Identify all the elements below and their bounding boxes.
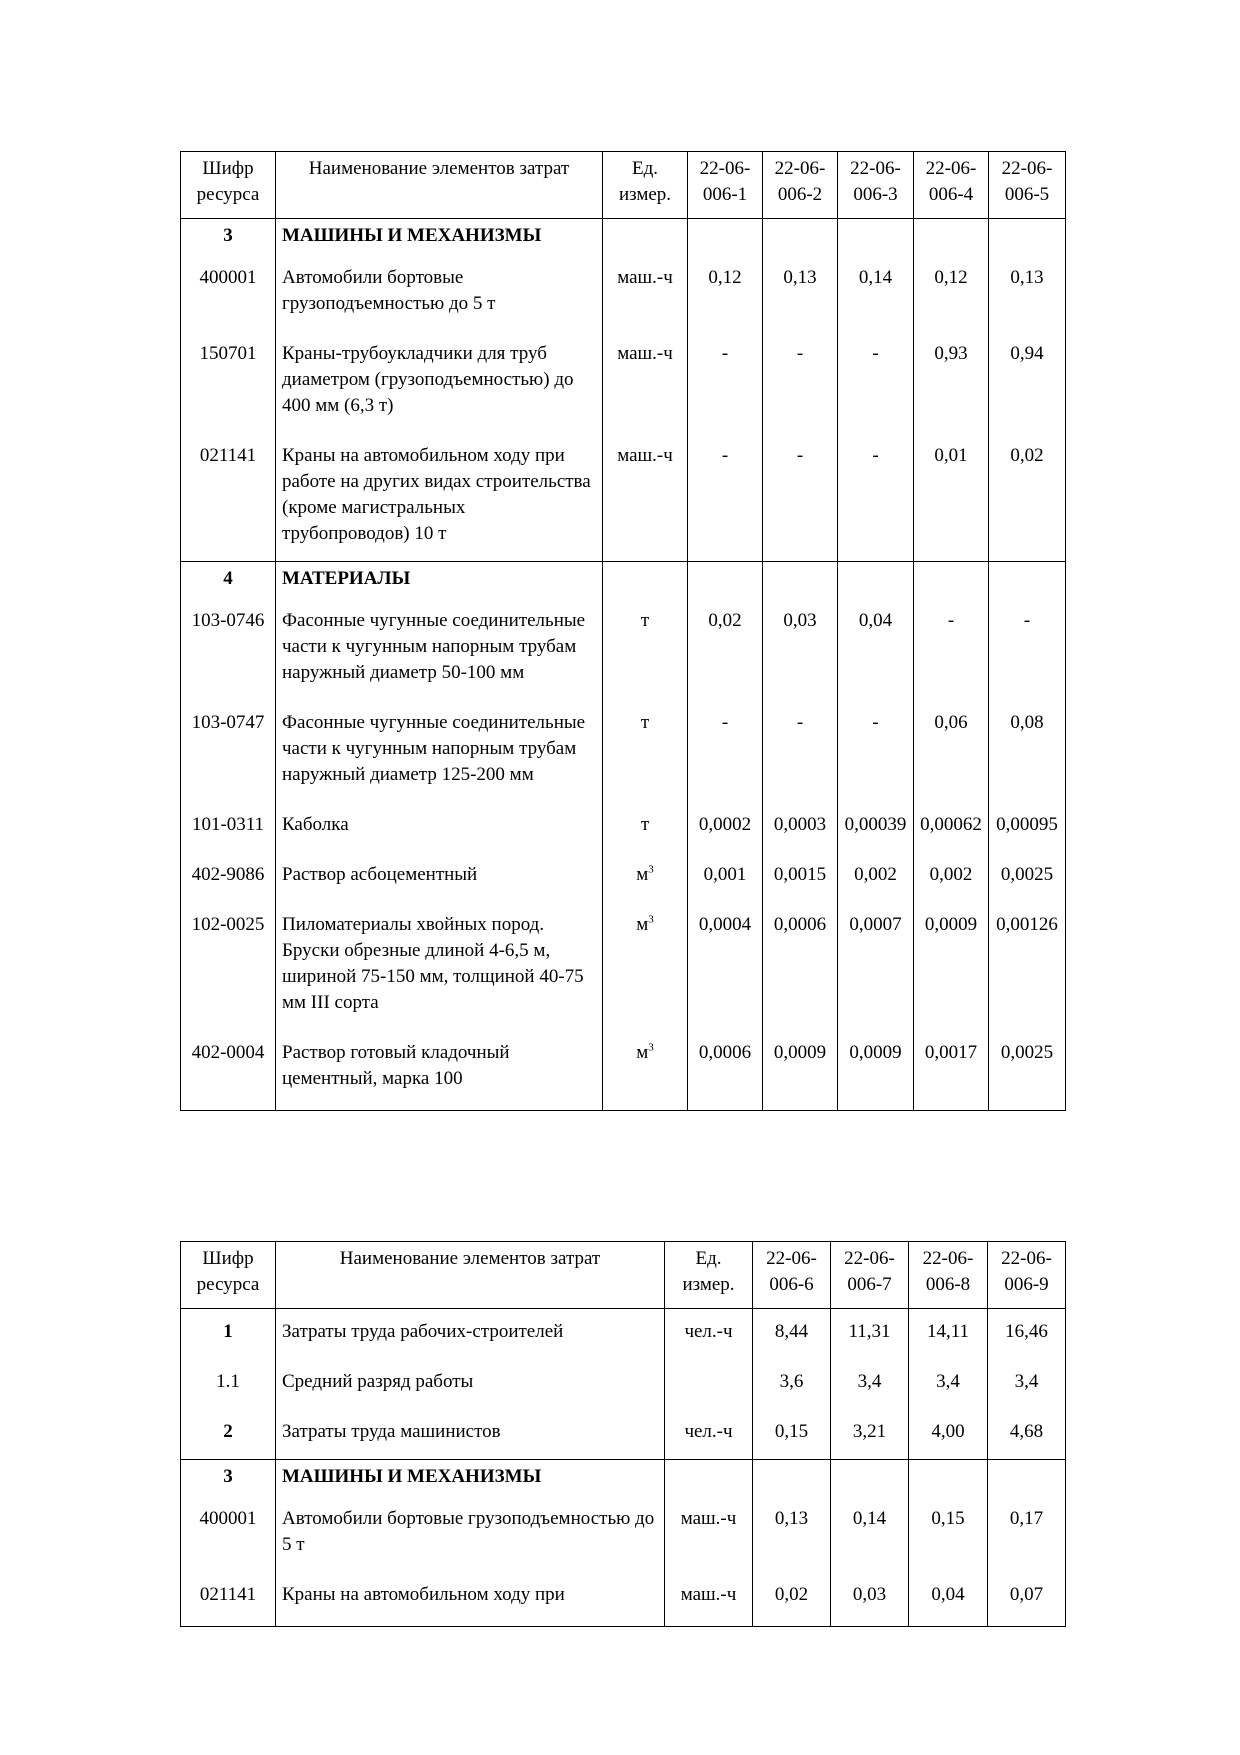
unit-cell xyxy=(603,700,688,802)
table-2-body xyxy=(181,1242,1066,1627)
section-row xyxy=(181,562,1066,599)
norm-value xyxy=(688,219,763,256)
norm-value: 0,0025 xyxy=(989,852,1066,902)
cost-element-name: Средний разряд работы xyxy=(276,1359,665,1409)
norm-value: 0,13 xyxy=(753,1496,831,1572)
norm-value: 0,0006 xyxy=(763,902,838,1030)
table-row xyxy=(181,802,1066,852)
table-row xyxy=(181,1496,1066,1572)
cost-element-name: Затраты труда рабочих-строителей xyxy=(276,1309,665,1360)
resource-code: 3 xyxy=(181,219,276,256)
table-row xyxy=(181,1359,1066,1409)
norm-value: - xyxy=(763,433,838,562)
resource-code: 021141 xyxy=(181,433,276,562)
unit-exponent: 3 xyxy=(648,863,654,876)
cost-element-name: Фасонные чугунные соединительные части к чугунным напорным трубам наружный диаметр 50-100 мм xyxy=(276,598,603,700)
norm-value: - xyxy=(763,331,838,433)
norm-value: 0,002 xyxy=(914,852,989,902)
norm-value xyxy=(838,219,914,256)
unit-text: маш.-ч xyxy=(680,1584,737,1605)
table-row xyxy=(181,433,1066,562)
header-row xyxy=(181,1242,1066,1309)
unit-cell xyxy=(603,331,688,433)
unit-text: маш.-ч xyxy=(680,1508,737,1529)
cost-element-name: Краны на автомобильном ходу при xyxy=(276,1572,665,1627)
norm-value: 0,00095 xyxy=(989,802,1066,852)
header-norm-column: 22-06-006-7 xyxy=(831,1242,909,1309)
norm-value: 0,0009 xyxy=(763,1030,838,1111)
cost-element-name: МАТЕРИАЛЫ xyxy=(276,562,603,599)
norm-value: 0,03 xyxy=(831,1572,909,1627)
unit-cell xyxy=(665,1359,753,1409)
cost-element-name: МАШИНЫ И МЕХАНИЗМЫ xyxy=(276,1460,665,1497)
unit-text: чел.-ч xyxy=(684,1321,733,1342)
header-row xyxy=(181,152,1066,219)
norm-value: 0,02 xyxy=(989,433,1066,562)
norm-value: - xyxy=(914,598,989,700)
norm-value: 0,14 xyxy=(831,1496,909,1572)
header-norm-column: 22-06-006-1 xyxy=(688,152,763,219)
resource-code: 400001 xyxy=(181,255,276,331)
unit-cell xyxy=(665,1409,753,1460)
norm-value: 0,0017 xyxy=(914,1030,989,1111)
cost-element-name: Краны-трубоукладчики для труб диаметром (грузоподъемностью) до 400 мм (6,3 т) xyxy=(276,331,603,433)
cost-element-name: Краны на автомобильном ходу при работе на других видах строительства (кроме магистральных трубопроводов) 10 т xyxy=(276,433,603,562)
table-row xyxy=(181,700,1066,802)
norm-value: 0,15 xyxy=(753,1409,831,1460)
unit-text: м xyxy=(636,864,649,885)
norm-value: 0,01 xyxy=(914,433,989,562)
unit-text: т xyxy=(640,610,650,631)
norm-value: 0,08 xyxy=(989,700,1066,802)
resource-code: 400001 xyxy=(181,1496,276,1572)
norm-value: - xyxy=(838,331,914,433)
unit-cell xyxy=(603,219,688,256)
norm-value: 0,93 xyxy=(914,331,989,433)
norm-value: 0,14 xyxy=(838,255,914,331)
norm-value: - xyxy=(838,433,914,562)
unit-exponent: 3 xyxy=(648,1041,654,1054)
table-row xyxy=(181,331,1066,433)
section-row xyxy=(181,219,1066,256)
unit-cell xyxy=(603,598,688,700)
norm-value: 0,02 xyxy=(753,1572,831,1627)
norm-value: 0,0007 xyxy=(838,902,914,1030)
unit-cell xyxy=(665,1460,753,1497)
unit-cell xyxy=(603,1030,688,1111)
resource-code: 3 xyxy=(181,1460,276,1497)
header-norm-column: 22-06-006-2 xyxy=(763,152,838,219)
header-norm-column: 22-06-006-6 xyxy=(753,1242,831,1309)
norm-value: - xyxy=(989,598,1066,700)
resource-code: 402-0004 xyxy=(181,1030,276,1111)
norm-value xyxy=(838,562,914,599)
header-norm-column: 22-06-006-8 xyxy=(909,1242,988,1309)
header-norm-column: 22-06-006-3 xyxy=(838,152,914,219)
header-unit: Ед. измер. xyxy=(665,1242,753,1309)
resource-code: 101-0311 xyxy=(181,802,276,852)
header-code: Шифр ресурса xyxy=(181,1242,276,1309)
resource-table-1 xyxy=(180,151,1066,1111)
resource-table-2 xyxy=(180,1241,1066,1627)
resource-code: 402-9086 xyxy=(181,852,276,902)
unit-cell xyxy=(665,1309,753,1360)
norm-value: 0,00039 xyxy=(838,802,914,852)
header-name: Наименование элементов затрат xyxy=(276,152,603,219)
cost-element-name: Затраты труда машинистов xyxy=(276,1409,665,1460)
unit-text: м xyxy=(636,914,649,935)
norm-value: 3,4 xyxy=(988,1359,1066,1409)
resource-code: 103-0747 xyxy=(181,700,276,802)
resource-code: 103-0746 xyxy=(181,598,276,700)
unit-cell xyxy=(665,1496,753,1572)
resource-code: 1.1 xyxy=(181,1359,276,1409)
norm-value: 0,17 xyxy=(988,1496,1066,1572)
resource-code: 2 xyxy=(181,1409,276,1460)
norm-value: 0,15 xyxy=(909,1496,988,1572)
norm-value: - xyxy=(688,433,763,562)
norm-value: 11,31 xyxy=(831,1309,909,1360)
section-row xyxy=(181,1460,1066,1497)
resource-code: 150701 xyxy=(181,331,276,433)
table-row xyxy=(181,1409,1066,1460)
table-1-body xyxy=(181,152,1066,1111)
unit-text: т xyxy=(640,712,650,733)
norm-value: 14,11 xyxy=(909,1309,988,1360)
norm-value: 3,4 xyxy=(831,1359,909,1409)
resource-code: 102-0025 xyxy=(181,902,276,1030)
norm-value: 0,001 xyxy=(688,852,763,902)
table-row xyxy=(181,1030,1066,1111)
unit-text: маш.-ч xyxy=(617,267,673,288)
unit-cell xyxy=(603,802,688,852)
resource-code: 021141 xyxy=(181,1572,276,1627)
unit-cell xyxy=(603,433,688,562)
unit-cell xyxy=(603,255,688,331)
norm-value: 0,0004 xyxy=(688,902,763,1030)
norm-value: 0,00062 xyxy=(914,802,989,852)
unit-text: маш.-ч xyxy=(617,445,673,466)
norm-value: - xyxy=(688,700,763,802)
cost-element-name: Пиломатериалы хвойных пород. Бруски обрезные длиной 4-6,5 м, шириной 75-150 мм, толщиной 40-75 мм III сорта xyxy=(276,902,603,1030)
norm-value: 3,21 xyxy=(831,1409,909,1460)
norm-value xyxy=(831,1460,909,1497)
norm-value: 4,00 xyxy=(909,1409,988,1460)
cost-element-name: МАШИНЫ И МЕХАНИЗМЫ xyxy=(276,219,603,256)
cost-element-name: Автомобили бортовые грузоподъемностью до 5 т xyxy=(276,1496,665,1572)
norm-value: 0,00126 xyxy=(989,902,1066,1030)
unit-text: м xyxy=(636,1042,649,1063)
unit-text: маш.-ч xyxy=(617,343,673,364)
norm-value: 0,02 xyxy=(688,598,763,700)
norm-value xyxy=(753,1460,831,1497)
norm-value: 0,04 xyxy=(838,598,914,700)
norm-value: 0,13 xyxy=(763,255,838,331)
norm-value xyxy=(914,219,989,256)
header-code: Шифр ресурса xyxy=(181,152,276,219)
norm-value: 4,68 xyxy=(988,1409,1066,1460)
norm-value xyxy=(914,562,989,599)
header-unit: Ед. измер. xyxy=(603,152,688,219)
norm-value xyxy=(989,219,1066,256)
header-norm-column: 22-06-006-5 xyxy=(989,152,1066,219)
norm-value: 0,12 xyxy=(914,255,989,331)
table-row xyxy=(181,1572,1066,1627)
table-row xyxy=(181,1309,1066,1360)
resource-code: 1 xyxy=(181,1309,276,1360)
cost-element-name: Фасонные чугунные соединительные части к чугунным напорным трубам наружный диаметр 125-200 мм xyxy=(276,700,603,802)
unit-exponent: 3 xyxy=(648,913,654,926)
norm-value: 3,4 xyxy=(909,1359,988,1409)
cost-element-name: Каболка xyxy=(276,802,603,852)
cost-element-name: Автомобили бортовые грузоподъемностью до 5 т xyxy=(276,255,603,331)
norm-value xyxy=(988,1460,1066,1497)
norm-value: 0,0009 xyxy=(914,902,989,1030)
norm-value: 0,12 xyxy=(688,255,763,331)
unit-text: т xyxy=(640,814,650,835)
norm-value: 0,002 xyxy=(838,852,914,902)
norm-value: 8,44 xyxy=(753,1309,831,1360)
norm-value: 0,04 xyxy=(909,1572,988,1627)
table-row xyxy=(181,852,1066,902)
norm-value xyxy=(763,562,838,599)
resource-code: 4 xyxy=(181,562,276,599)
norm-value: 0,13 xyxy=(989,255,1066,331)
norm-value: 0,07 xyxy=(988,1572,1066,1627)
norm-value xyxy=(989,562,1066,599)
table-row xyxy=(181,255,1066,331)
cost-element-name: Раствор готовый кладочный цементный, марка 100 xyxy=(276,1030,603,1111)
norm-value xyxy=(763,219,838,256)
norm-value: 3,6 xyxy=(753,1359,831,1409)
header-norm-column: 22-06-006-9 xyxy=(988,1242,1066,1309)
norm-value: - xyxy=(688,331,763,433)
unit-cell xyxy=(603,902,688,1030)
cost-element-name: Раствор асбоцементный xyxy=(276,852,603,902)
unit-cell xyxy=(603,852,688,902)
norm-value xyxy=(909,1460,988,1497)
norm-value: 0,0025 xyxy=(989,1030,1066,1111)
norm-value: - xyxy=(763,700,838,802)
unit-cell xyxy=(603,562,688,599)
norm-value: 0,0002 xyxy=(688,802,763,852)
header-name: Наименование элементов затрат xyxy=(276,1242,665,1309)
norm-value: 0,0015 xyxy=(763,852,838,902)
norm-value: 0,03 xyxy=(763,598,838,700)
norm-value: 0,0006 xyxy=(688,1030,763,1111)
norm-value: 0,94 xyxy=(989,331,1066,433)
norm-value xyxy=(688,562,763,599)
norm-value: 0,06 xyxy=(914,700,989,802)
norm-value: 0,0009 xyxy=(838,1030,914,1111)
header-norm-column: 22-06-006-4 xyxy=(914,152,989,219)
table-row xyxy=(181,598,1066,700)
norm-value: 16,46 xyxy=(988,1309,1066,1360)
norm-value: - xyxy=(838,700,914,802)
table-row xyxy=(181,902,1066,1030)
unit-cell xyxy=(665,1572,753,1627)
unit-text: чел.-ч xyxy=(684,1421,733,1442)
norm-value: 0,0003 xyxy=(763,802,838,852)
